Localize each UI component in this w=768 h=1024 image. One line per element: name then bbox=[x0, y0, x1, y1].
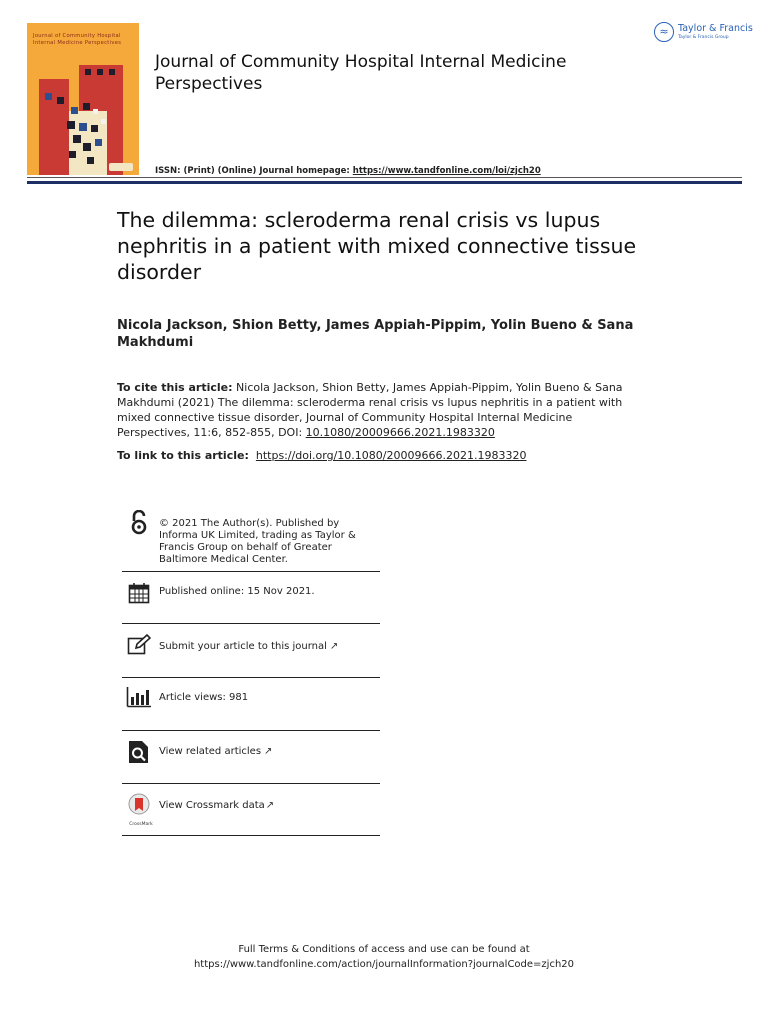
article-info-list bbox=[122, 510, 380, 836]
external-link-icon: ↗ bbox=[264, 746, 273, 757]
open-access-icon bbox=[126, 510, 152, 536]
header-divider-thick bbox=[27, 181, 742, 184]
journal-title: Journal of Community Hospital Internal Medicine Perspectives bbox=[155, 52, 567, 94]
submit-row[interactable] bbox=[122, 624, 380, 678]
article-doi-url-link[interactable]: https://doi.org/10.1080/20009666.2021.1983320 bbox=[255, 449, 527, 462]
external-link-icon: ↗ bbox=[265, 800, 275, 811]
publisher-name: Taylor & Francis bbox=[678, 23, 753, 34]
license-row bbox=[122, 510, 380, 572]
view-related-articles-link[interactable]: View related articles ↗ bbox=[159, 746, 273, 757]
published-row bbox=[122, 572, 380, 624]
publisher-subname: Taylor & Francis Group bbox=[678, 35, 729, 40]
article-authors: Nicola Jackson, Shion Betty, James Appiah-Pippim, Yolin Bueno & Sana Makhdumi bbox=[117, 318, 634, 350]
published-date-text: Published online: 15 Nov 2021. bbox=[159, 586, 315, 597]
header-divider-thin bbox=[27, 177, 742, 178]
crossmark-row[interactable] bbox=[122, 784, 380, 836]
article-title: The dilemma: scleroderma renal crisis vs lupus nephritis in a patient with mixed connective tissue disorder bbox=[117, 208, 637, 284]
citation-label: To cite this article: bbox=[117, 381, 233, 394]
issn-text: ISSN: (Print) (Online) Journal homepage: bbox=[155, 166, 350, 176]
journal-homepage-link[interactable]: https://www.tandfonline.com/loi/zjch20 bbox=[352, 166, 541, 176]
doi-link[interactable]: 10.1080/20009666.2021.1983320 bbox=[305, 426, 495, 439]
related-row[interactable] bbox=[122, 731, 380, 784]
article-link-line bbox=[117, 448, 677, 463]
taylor-francis-logo-icon: ≈ bbox=[654, 22, 674, 42]
view-crossmark-data-link[interactable]: View Crossmark data↗ bbox=[159, 800, 275, 811]
issn-line bbox=[155, 166, 541, 176]
external-link-icon: ↗ bbox=[329, 641, 339, 652]
taylor-francis-logo bbox=[654, 22, 754, 46]
terms-footer bbox=[0, 942, 768, 972]
article-views-text: Article views: 981 bbox=[159, 692, 249, 703]
cover-publisher-logo bbox=[109, 163, 133, 171]
related-search-icon bbox=[126, 739, 152, 765]
cover-title: Journal of Community Hospital Internal Medicine Perspectives bbox=[33, 33, 122, 46]
views-row bbox=[122, 678, 380, 731]
bar-chart-icon bbox=[126, 684, 152, 710]
cover-building-left bbox=[39, 79, 69, 175]
terms-footer-line1: Full Terms & Conditions of access and use can be found at bbox=[238, 944, 530, 955]
terms-footer-url[interactable]: https://www.tandfonline.com/action/journalInformation?journalCode=zjch20 bbox=[193, 959, 575, 970]
citation-text: Nicola Jackson, Shion Betty, James Appiah-Pippim, Yolin Bueno & Sana Makhdumi (2021) The dilemma: scleroderma renal crisis vs lupus nephritis in a patient with mixed connective tissue disorder, Journal of Community Hospital Internal Medicine Perspectives, 11:6, 852-855, DOI: bbox=[117, 381, 623, 439]
crossmark-icon bbox=[126, 794, 152, 820]
journal-cover-image bbox=[27, 23, 139, 175]
edit-icon bbox=[126, 632, 152, 658]
citation-block bbox=[117, 380, 647, 440]
crossmark-logo-text: CrossMark bbox=[129, 822, 153, 827]
article-link-label: To link to this article: bbox=[117, 449, 249, 462]
license-text: © 2021 The Author(s). Published by Informa UK Limited, trading as Taylor & Francis Group on behalf of Greater Baltimore Medical Center. bbox=[159, 518, 356, 565]
submit-article-link[interactable]: Submit your article to this journal ↗ bbox=[159, 641, 339, 652]
calendar-icon bbox=[126, 580, 152, 606]
